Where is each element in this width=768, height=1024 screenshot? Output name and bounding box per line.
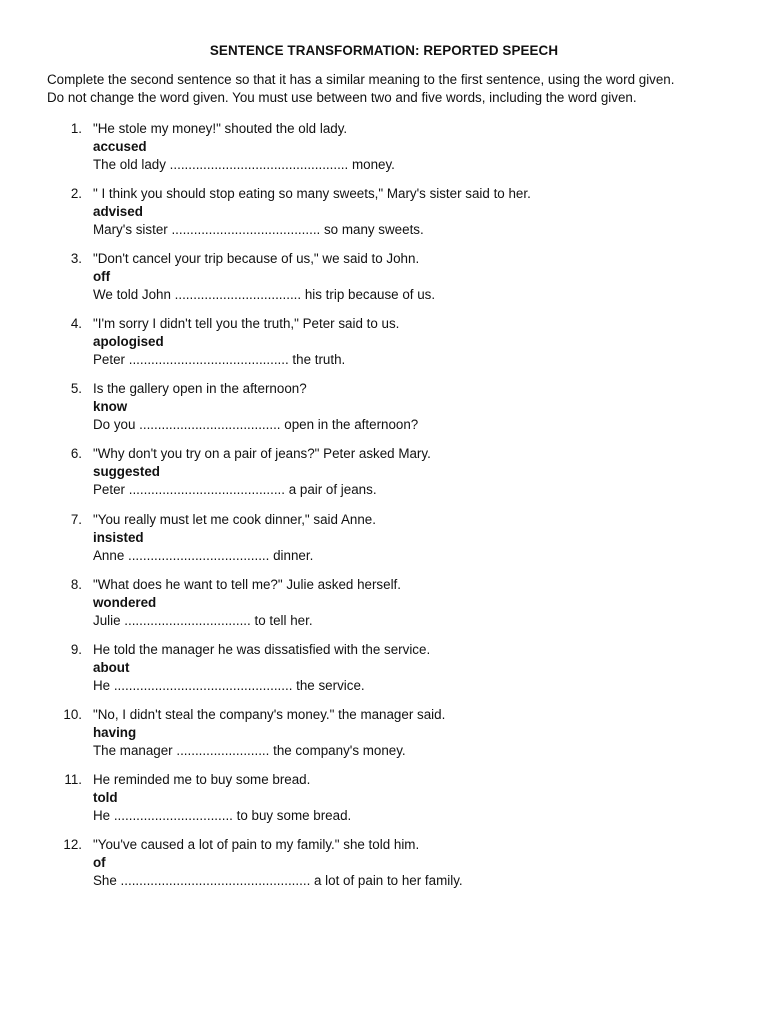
keyword: suggested: [93, 464, 160, 480]
keyword: having: [93, 724, 137, 740]
instruction-line: Do not change the word given. You must use between two and five words, including the word given.: [47, 90, 637, 105]
exercise-item: [0, 120, 768, 185]
instructions: [47, 71, 747, 107]
instruction-line: Complete the second sentence so that it has a similar meaning to the first sentence, using the word given.: [47, 72, 675, 87]
page-title: SENTENCE TRANSFORMATION: REPORTED SPEECH: [209, 43, 559, 58]
keyword: told: [93, 789, 118, 805]
item-number: 10.: [63, 706, 82, 722]
answer-line: The old lady ................................................ money.: [93, 157, 395, 172]
answer-line: Peter ........................................... the truth.: [93, 352, 346, 368]
answer-line: We told John .................................. his trip because of us.: [93, 287, 436, 303]
keyword: insisted: [93, 529, 144, 545]
keyword: know: [93, 399, 128, 415]
original-sentence: He reminded me to buy some bread.: [93, 771, 311, 787]
exercise-item: [0, 706, 768, 771]
exercise-item: [0, 511, 768, 576]
keyword: of: [93, 855, 106, 871]
answer-line: Do you ...................................... open in the afternoon?: [93, 417, 419, 433]
keyword: about: [93, 659, 130, 675]
original-sentence: "Why don't you try on a pair of jeans?" Peter asked Mary.: [93, 446, 431, 462]
answer-line: Anne ...................................... dinner.: [93, 547, 314, 563]
keyword: advised: [93, 204, 143, 220]
exercise-item: [0, 576, 768, 641]
item-number: 6.: [70, 446, 82, 462]
item-number: 7.: [70, 511, 82, 527]
answer-line: Mary's sister ........................................ so many sweets.: [93, 222, 424, 238]
original-sentence: "I'm sorry I didn't tell you the truth," Peter said to us.: [93, 316, 400, 332]
original-sentence: "You've caused a lot of pain to my family." she told him.: [93, 837, 420, 853]
item-number: 4.: [70, 316, 82, 332]
item-number: 3.: [70, 251, 82, 267]
item-number: 2.: [70, 186, 82, 202]
item-number: 11.: [64, 771, 82, 787]
item-number: 1.: [70, 121, 82, 136]
exercise-item: [0, 380, 768, 445]
answer-line: He ................................................ the service.: [93, 677, 365, 693]
keyword: apologised: [93, 334, 164, 350]
exercise-item: [0, 641, 768, 706]
exercise-item: [0, 836, 768, 901]
item-number: 9.: [70, 641, 82, 657]
original-sentence: " I think you should stop eating so many sweets," Mary's sister said to her.: [93, 186, 531, 202]
exercise-item: [0, 315, 768, 380]
original-sentence: "What does he want to tell me?" Julie asked herself.: [93, 576, 401, 592]
original-sentence: Is the gallery open in the afternoon?: [93, 381, 307, 397]
item-number: 8.: [70, 576, 82, 592]
keyword: wondered: [93, 594, 157, 610]
original-sentence: "Don't cancel your trip because of us," we said to John.: [93, 251, 420, 267]
exercise-item: [0, 445, 768, 510]
answer-line: The manager ......................... the company's money.: [93, 742, 406, 758]
original-sentence: "No, I didn't steal the company's money." the manager said.: [93, 706, 446, 722]
original-sentence: "He stole my money!" shouted the old lady.: [93, 121, 348, 136]
exercise-item: [0, 250, 768, 315]
original-sentence: He told the manager he was dissatisfied with the service.: [93, 641, 431, 657]
answer-line: He ................................ to buy some bread.: [93, 807, 352, 823]
exercise-list: [0, 120, 768, 901]
exercise-item: [0, 771, 768, 836]
answer-line: Peter .......................................... a pair of jeans.: [93, 482, 377, 498]
item-number: 5.: [70, 381, 82, 397]
original-sentence: "You really must let me cook dinner," said Anne.: [93, 511, 376, 527]
answer-line: Julie .................................. to tell her.: [93, 612, 313, 628]
keyword: accused: [93, 139, 147, 154]
keyword: off: [93, 269, 111, 285]
item-number: 12.: [63, 837, 82, 853]
answer-line: She ................................................... a lot of pain to her family.: [93, 873, 463, 889]
exercise-item: [0, 185, 768, 250]
